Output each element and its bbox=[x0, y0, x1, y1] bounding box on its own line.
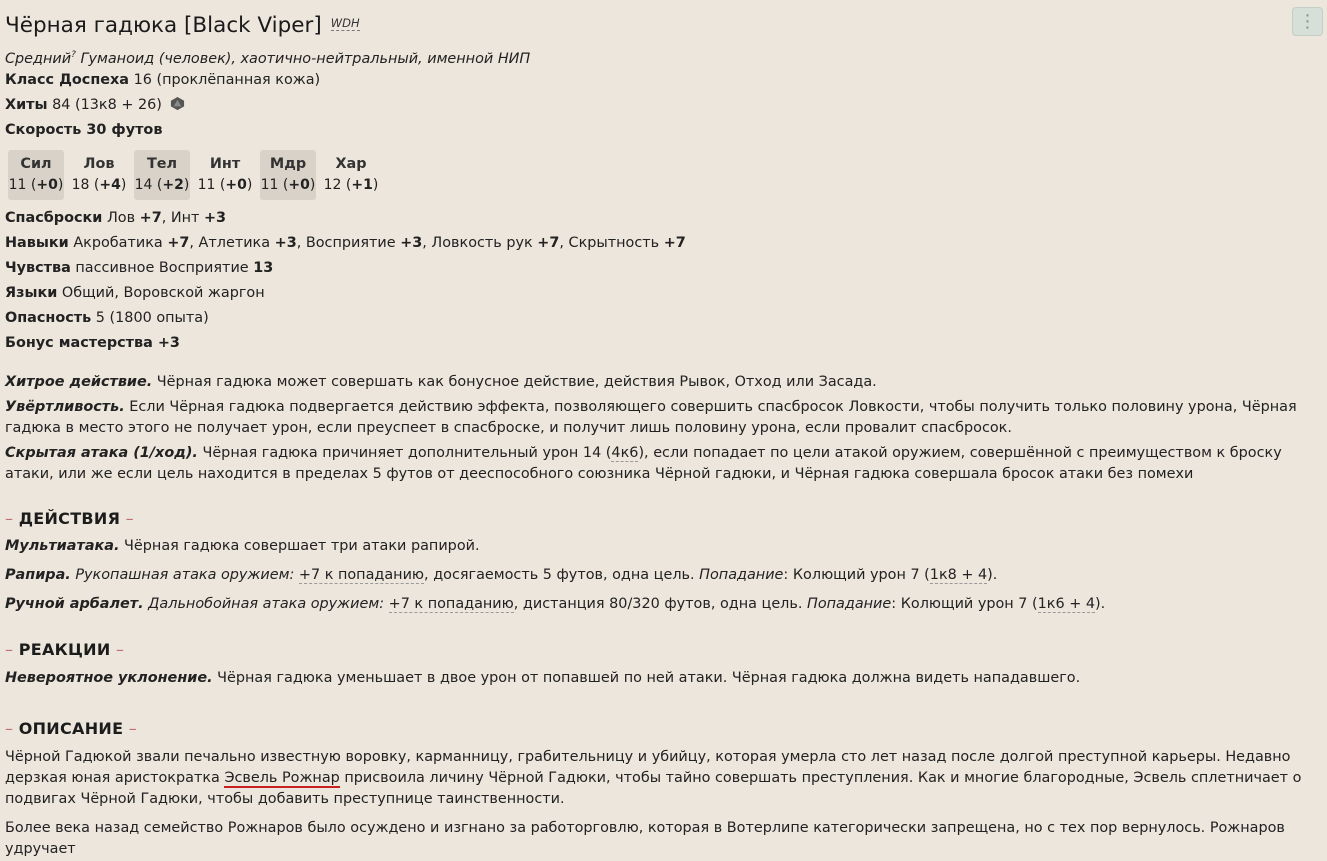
ability-wis[interactable]: Мдр 11 (+0) bbox=[260, 150, 316, 200]
size: Средний bbox=[5, 50, 72, 67]
ability-con[interactable]: Тел 14 (+2) bbox=[134, 150, 190, 200]
trait-cunning-action: Хитрое действие. Чёрная гадюка может совершать как бонусное действие, действия Рывок, Отход или Засада. bbox=[5, 374, 877, 390]
languages: Языки Общий, Воровской жаргон bbox=[5, 285, 265, 301]
npc-link[interactable]: Эсвель Рожнар bbox=[224, 770, 340, 786]
ability-dex[interactable]: Лов 18 (+4) bbox=[71, 156, 127, 193]
skill-bonus[interactable]: +7 bbox=[663, 235, 686, 251]
skill-bonus[interactable]: +3 bbox=[274, 235, 297, 251]
section-reactions-heading: – РЕАКЦИИ – bbox=[5, 640, 125, 659]
vertical-dots-icon: ⋮ bbox=[1298, 11, 1317, 32]
description-paragraph: Чёрной Гадюкой звали печально известную воровку, карманницу, грабительницу и убийцу, которая умерла сто лет назад после долгой преступной карьеры. Недавно дерзкая юная аристократка Эсвель Рожнар присвоила личину Чёрной Гадюки, чтобы тайно совершать преступления. Как и многие благородные, Эсвель сплетничает о подвигах Чёрной Гадюки, чтобы добавить преступнице таинственности. bbox=[5, 749, 1302, 807]
d20-icon[interactable] bbox=[170, 95, 185, 120]
ability-scores bbox=[8, 150, 1323, 200]
section-actions-heading: – ДЕЙСТВИЯ – bbox=[5, 509, 134, 528]
damage-roll[interactable]: 1к8 + 4 bbox=[929, 567, 988, 583]
speed: Скорость 30 футов bbox=[5, 122, 163, 138]
more-menu-button[interactable] bbox=[1292, 7, 1323, 36]
type-alignment: Гуманоид (человек), хаотично-нейтральный, именной НИП bbox=[75, 50, 531, 67]
reaction-uncanny-dodge: Невероятное уклонение. Чёрная гадюка уменьшает в двое урон от попавшей по ней атаки. Чёрная гадюка должна видеть нападавшего. bbox=[5, 670, 1081, 686]
save-int[interactable]: +3 bbox=[204, 210, 227, 226]
dice-roll[interactable]: 4к6 bbox=[611, 445, 639, 461]
saving-throws: Спасброски Лов +7, Инт +3 bbox=[5, 210, 227, 226]
action-rapier: Рапира. Рукопашная атака оружием: +7 к попаданию, досягаемость 5 футов, одна цель. Попадание: Колющий урон 7 (1к8 + 4). bbox=[5, 567, 998, 583]
page-title: Чёрная гадюка [Black Viper] bbox=[5, 13, 322, 38]
action-multiattack: Мультиатака. Чёрная гадюка совершает три атаки рапирой. bbox=[5, 538, 480, 554]
title-row bbox=[5, 0, 1323, 40]
armor-class: Класс Доспеха 16 (проклёпанная кожа) bbox=[5, 72, 321, 88]
damage-roll[interactable]: 1к6 + 4 bbox=[1037, 596, 1096, 612]
skill-bonus[interactable]: +7 bbox=[167, 235, 190, 251]
senses: Чувства пассивное Восприятие 13 bbox=[5, 260, 274, 276]
ability-cha[interactable]: Хар 12 (+1) bbox=[323, 156, 379, 193]
source-badge[interactable]: WDH bbox=[330, 16, 360, 30]
skill-bonus[interactable]: +7 bbox=[537, 235, 560, 251]
save-dex[interactable]: +7 bbox=[139, 210, 162, 226]
description-paragraph: Более века назад семейство Рожнаров было осуждено и изгнано за работорговлю, которая в Вотерлипе категорически запрещена, но с тех пор вернулось. Рожнаров удручает bbox=[5, 820, 1285, 857]
proficiency-bonus: Бонус мастерства +3 bbox=[5, 335, 180, 351]
skill-bonus[interactable]: +3 bbox=[400, 235, 423, 251]
trait-sneak-attack: Скрытая атака (1/ход). Чёрная гадюка причиняет дополнительный урон 14 (4к6), если попадает по цели атакой оружием, совершённой с преимуществом к броску атаки, или же если цель находится в пределах 5 футов от дееспособного союзника Чёрной гадюки, и Чёрная гадюка совершала бросок атаки без помехи bbox=[5, 445, 1282, 482]
section-description-heading: – ОПИСАНИЕ – bbox=[5, 719, 137, 738]
skills: Навыки Акробатика +7, Атлетика +3, Восприятие +3, Ловкость рук +7, Скрытность +7 bbox=[5, 235, 686, 251]
ability-int[interactable]: Инт 11 (+0) bbox=[197, 156, 253, 193]
hit-points: Хиты 84 (13к8 + 26) bbox=[5, 93, 1323, 118]
ability-str[interactable]: Сил 11 (+0) bbox=[8, 150, 64, 200]
action-hand-crossbow: Ручной арбалет. Дальнобойная атака оружием: +7 к попаданию, дистанция 80/320 футов, одна цель. Попадание: Колющий урон 7 (1к6 + 4). bbox=[5, 596, 1106, 612]
attack-roll[interactable]: +7 к попаданию bbox=[298, 567, 425, 583]
size-hint[interactable]: ? bbox=[71, 50, 76, 60]
trait-evasion: Увёртливость. Если Чёрная гадюка подвергается действию эффекта, позволяющего совершить спасбросок Ловкости, чтобы получить только половину урона, Чёрная гадюка в место этого не получает урон, если преуспеет в спасброске, и получит лишь половину урона, если провалит спасбросок. bbox=[5, 399, 1297, 436]
creature-meta bbox=[5, 43, 1323, 68]
stat-block bbox=[5, 0, 1323, 860]
challenge: Опасность 5 (1800 опыта) bbox=[5, 310, 209, 326]
attack-roll[interactable]: +7 к попаданию bbox=[388, 596, 514, 612]
